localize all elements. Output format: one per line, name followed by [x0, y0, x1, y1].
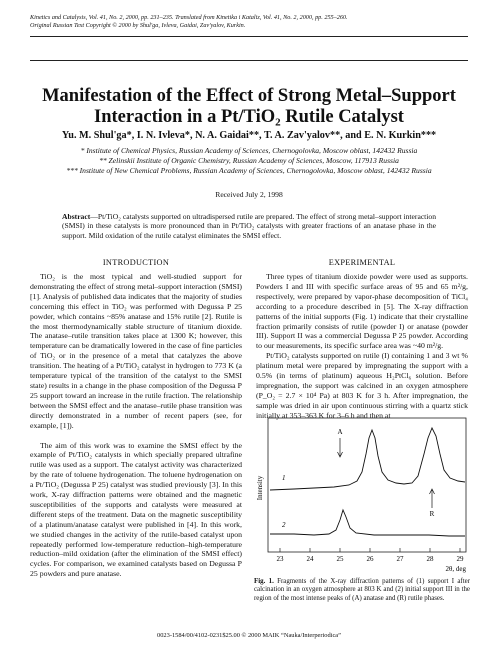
intro-paragraph-2: The aim of this work was to examine the SMSI effect by the example of Pt/TiO₂ catalysts in which specially prepared ultrafine rutile was used as a support. The catalyst activity was characterized by the rate of toluene hydrogenation. The toluene hydrogenation on a Pt/TiO₂ (Degussa P 25) catalyst was studied previously [3]. In this work, X-ray diffraction patterns were obtained and the magnetic susceptibilities of the supports and catalysts were measured at different steps of the treatment. Data on the magnetic susceptibility of a platinum/anatase catalyst were published in [4]. In this work, we studied changes in the activity of the rutile-based catalyst upon repeatedly performed low-temperature reduction–high-temperature reduction–mild oxidation (after the elimination of the SMSI effect) cycles. For comparison, we examined catalysts based on Degussa P 25 powders and pure anatase. — [30, 440, 242, 579]
journal-header-line1: Kinetics and Catalysis, Vol. 41, No. 2, 2000, pp. 231–235. Translated from Kinetika i Kataliz, Vol. 41, No. 2, 2000, pp. 255–260. — [30, 14, 348, 21]
journal-header — [30, 14, 470, 30]
intro-paragraph-1: TiO₂ is the most typical and well-studied support for demonstrating the effect of strong metal–support interaction (SMSI) [1]. Analysis of published data indicates that the majority of studies concerning this effect in TiO₂ was performed with Degussa P 25 powder, which contains ~85% anatase and 15% rutile [2]. Rutile is the most thermodynamically stable structure of titanium dioxide. The anatase–rutile transition takes place at 1300 K; however, this temperature can be dramatically lowered in the case of fine particles of TiO₂ or in the presence of a metal that catalyzes the above transition. The heating of a Pt/TiO₂ catalyst in hydrogen to 773 K (a temperature typical of the transition of the catalyst to the SMSI state) results in a change in the phase composition of the Degussa P 25 support toward an increase in the rutile fraction. The relationship between the SMSI effect and the anatase–rutile phase transition was directly demonstrated in a number of recent papers (see, for example, [1]). — [30, 272, 242, 430]
abstract-label: Abstract — [62, 212, 91, 221]
anatase-peak-label: A — [337, 428, 343, 436]
paper-title: Manifestation of the Effect of Strong Metal–Support Interaction in a Pt/TiO₂ Rutile Catalyst — [42, 86, 456, 127]
x-tick-label-23: 23 — [276, 555, 284, 563]
section-heading-experimental: EXPERIMENTAL — [328, 258, 396, 267]
experimental-paragraph-2: Pt/TiO₂ catalysts supported on rutile (I) containing 1 and 3 wt % platinum metal were prepared by impregnating the support with a 0.5% (in terms of platinum) aqueous H₂PtCl₆ solution. Before impregnation, the support was calcined in an oxygen atmosphere (P_O₂ = 2.7 × 10⁴ Pa) at 803 K for 3 h. After impregnation, the sample was dried in air upon continuous stirring with a quartz stick initially at 353–363 K for 3–6 h and then at — [256, 351, 468, 420]
experimental-paragraph-1: Three types of titanium dioxide powder were used as supports. Powders I and III with specific surface areas of 95 and 65 m²/g, respectively, were prepared by vapor-phase decomposition of TiCl₄ according to a procedure described in [5]. The X-ray diffraction patterns of the initial supports (Fig. 1) indicate that their crystalline fraction primarily consists of rutile (powder I) or anatase (powder III). Support II was a commercial Degussa P 25 powder. According to our measurements, its specific surface area was ~40 m²/g. — [256, 272, 468, 351]
affiliation-2: ** Zelinskii Institute of Organic Chemistry, Russian Academy of Sciences, Moscow, 117913 Russia — [99, 156, 399, 165]
section-heading-introduction: INTRODUCTION — [102, 258, 170, 267]
x-tick-label-26: 26 — [366, 555, 374, 563]
x-tick-label-27: 27 — [396, 555, 404, 563]
curve-2 — [270, 510, 465, 536]
xrd-plot — [254, 414, 470, 574]
curve-label-2: 2 — [282, 521, 286, 529]
header-rule-top — [30, 36, 468, 37]
figure-caption-text: Fragments of the X-ray diffraction patterns of (1) support I after calcination in an oxygen atmosphere at 803 K and (2) initial support III in the region of the most intense peaks of (A) anatase and (R) rutile phases. — [254, 578, 470, 602]
x-tick-label-29: 29 — [456, 555, 464, 563]
curve-label-1: 1 — [282, 474, 286, 482]
affiliation-1: * Institute of Chemical Physics, Russian Academy of Sciences, Chernogolovka, Moscow oblast, 142432 Russia — [80, 146, 418, 155]
journal-header-line2: Original Russian Text Copyright © 2000 by Shul'ga, Ivleva, Gaidai, Zav'yalov, Kurkin. — [30, 22, 246, 29]
affiliation-3: *** Institute of New Chemical Problems, Russian Academy of Sciences, Chernogolovka, Moscow oblast, 142432 Russia — [66, 166, 432, 175]
x-tick-labels — [277, 555, 465, 563]
right-column — [256, 272, 468, 421]
y-axis-label: Intensity — [256, 475, 264, 501]
x-axis-ticks — [280, 548, 460, 552]
page-footer: 0023-1584/00/4102-0231$25.00 © 2000 MAIK “Nauka/Interperiodica” — [157, 632, 341, 639]
left-column — [30, 272, 242, 579]
abstract-text: —Pt/TiO₂ catalysts supported on ultradispersed rutile are prepared. The effect of strong metal–support interaction (SMSI) in these catalysts is more pronounced than in Pt/TiO₂ catalysts with greater fractions of an anatase phase in the support. Mild oxidation of the rutile catalyst eliminates the SMSI effect. — [62, 212, 436, 240]
x-tick-label-28: 28 — [426, 555, 434, 563]
author-list: Yu. M. Shul'ga*, I. N. Ivleva*, N. A. Gaidai**, T. A. Zav'yalov**, and E. N. Kurkin*** — [61, 130, 437, 141]
affiliations — [30, 146, 468, 176]
abstract — [62, 212, 436, 240]
figure-caption-label: Fig. 1. — [254, 578, 274, 585]
x-axis-label: 2θ, deg — [445, 565, 466, 573]
figure-caption — [254, 578, 470, 603]
curve-1 — [270, 428, 465, 490]
figure-1 — [254, 414, 470, 574]
header-rule-bottom — [30, 60, 468, 61]
rutile-peak-label: R — [429, 510, 435, 518]
received-date: Received July 2, 1998 — [215, 190, 283, 199]
x-tick-label-25: 25 — [336, 555, 344, 563]
x-tick-label-24: 24 — [306, 555, 314, 563]
